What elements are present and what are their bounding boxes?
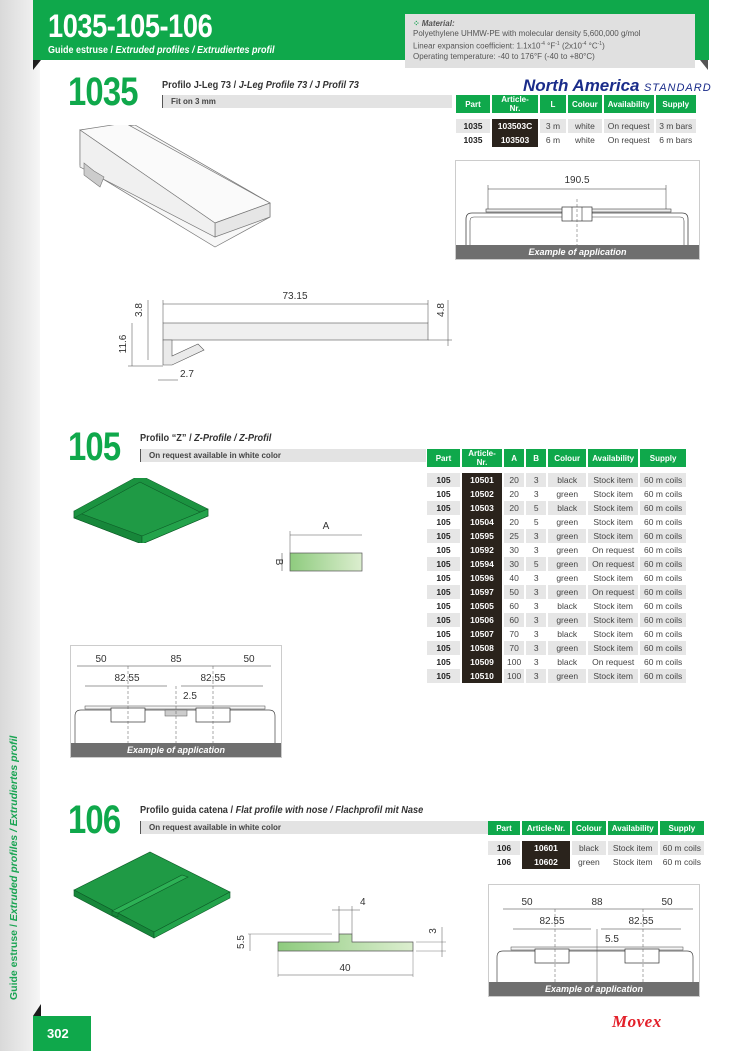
col-availability: Availability	[588, 449, 638, 467]
cell-supply: 60 m coils	[640, 501, 686, 515]
sidebar-text-plain: Guide estruse /	[8, 921, 20, 1000]
dim-2-5: 2.5	[183, 691, 197, 702]
col-colour: Colour	[548, 449, 586, 467]
sidebar-text-italic: Extruded profiles / Extrudiertes profil	[8, 735, 20, 922]
spec-table-106	[486, 821, 706, 869]
cell-availability: Stock item	[588, 641, 638, 655]
cell-supply: 60 m coils	[662, 857, 701, 867]
cell-a: 100	[504, 669, 524, 683]
cell-article-nr: 10503	[462, 501, 502, 515]
cell-colour: white	[574, 135, 595, 145]
expansion-text: °C	[586, 41, 598, 51]
dim-50-left: 50	[95, 654, 107, 665]
dim-82-55-right: 82.55	[628, 916, 654, 927]
section-number-1035: 1035	[68, 70, 138, 114]
cell-b: 3	[533, 545, 539, 555]
table-row	[427, 501, 686, 515]
cell-b: 3	[526, 641, 546, 655]
dim-88: 88	[591, 897, 603, 908]
cell-a: 30	[504, 557, 524, 571]
cell-colour: green	[578, 857, 600, 867]
dim-a: A	[322, 521, 330, 532]
col-colour: Colour	[572, 821, 606, 835]
table-row	[488, 855, 704, 869]
cell-b: 3	[533, 629, 539, 639]
cell-part: 1035	[463, 135, 483, 145]
exp: -1	[555, 41, 560, 47]
expansion-text: °F	[544, 41, 556, 51]
table-row	[427, 669, 686, 683]
cell-availability: On request	[592, 545, 635, 555]
region-name: North America	[523, 76, 640, 95]
expansion-text: )	[602, 41, 605, 51]
table-row	[427, 641, 686, 655]
table-row	[456, 119, 696, 133]
section-number-105: 105	[68, 425, 121, 469]
cell-a: 20	[504, 501, 524, 515]
cell-colour: black	[548, 473, 586, 487]
profile-section	[290, 553, 362, 571]
cell-colour: green	[548, 669, 586, 683]
table-row	[427, 599, 686, 613]
page-subtitle-plain: Guide estruse /	[48, 45, 116, 56]
dim-2-7: 2.7	[180, 369, 194, 380]
cell-b: 3	[533, 657, 539, 667]
table-row	[427, 487, 686, 501]
page-number: 302	[33, 1016, 91, 1051]
title-plain: Profilo guida catena /	[140, 805, 236, 816]
cell-article-nr: 10507	[462, 627, 502, 641]
spec-table-105	[425, 449, 688, 683]
cell-article-nr: 10592	[462, 543, 502, 557]
cell-part: 105	[427, 669, 460, 683]
cell-colour: green	[548, 557, 586, 571]
cell-part: 106	[488, 841, 520, 855]
section-number-106: 106	[68, 798, 121, 842]
cell-article-nr: 10508	[462, 641, 502, 655]
cell-supply: 60 m coils	[640, 613, 686, 627]
cell-colour: green	[556, 489, 579, 499]
cell-article-nr: 10596	[462, 571, 502, 585]
chain-link-left	[111, 708, 145, 722]
cell-article-nr: 10505	[462, 599, 502, 613]
header-fold-left	[33, 60, 41, 70]
dim-82-55-right: 82.55	[200, 673, 226, 684]
cell-b: 3	[526, 473, 546, 487]
profile-leg	[163, 340, 204, 365]
cell-part: 1035	[456, 119, 490, 133]
exp: -1	[597, 41, 603, 47]
cell-supply: 60 m coils	[644, 489, 683, 499]
application-caption-105: Example of application	[71, 743, 281, 757]
table-header-row	[488, 821, 704, 835]
cell-supply: 60 m coils	[644, 629, 683, 639]
cell-availability: Stock item	[608, 841, 658, 855]
cell-part: 105	[427, 641, 460, 655]
table-row	[427, 557, 686, 571]
cell-colour: green	[548, 641, 586, 655]
cell-a: 100	[507, 657, 522, 667]
table-row	[427, 473, 686, 487]
header-fold-right	[700, 60, 708, 70]
cell-part: 105	[436, 573, 451, 583]
section-note-106: On request available in white color	[140, 821, 488, 834]
cell-b: 5	[533, 517, 539, 527]
cell-colour: green	[556, 573, 579, 583]
cell-a: 60	[509, 601, 519, 611]
dim-85: 85	[170, 654, 182, 665]
exp: -4	[581, 41, 587, 47]
col-supply: Supply	[656, 95, 696, 113]
table-row	[427, 627, 686, 641]
dim-82-55-left: 82.55	[114, 673, 140, 684]
cell-b: 5	[526, 557, 546, 571]
cell-a: 70	[504, 641, 524, 655]
cell-part: 106	[496, 857, 512, 867]
table-row	[427, 655, 686, 669]
cell-supply: 60 m coils	[644, 517, 683, 527]
col-article: Article-Nr.	[522, 821, 570, 835]
cell-colour: black	[557, 657, 578, 667]
cell-article-nr: 10601	[522, 841, 570, 855]
cell-availability: Stock item	[593, 517, 633, 527]
application-drawing-105	[71, 646, 283, 745]
col-availability: Availability	[608, 821, 658, 835]
cell-part: 105	[436, 629, 451, 639]
spec-table-1035	[454, 95, 698, 147]
cell-a: 20	[504, 473, 524, 487]
cell-part: 105	[436, 517, 451, 527]
chain-link-right	[625, 949, 659, 963]
page-title: 1035-105-106	[48, 8, 213, 44]
section-note-1035: Fit on 3 mm	[162, 95, 452, 108]
cell-colour: green	[548, 585, 586, 599]
brand-logo: Movex	[612, 1012, 662, 1031]
cell-article-nr: 10595	[462, 529, 502, 543]
cell-supply: 60 m coils	[640, 557, 686, 571]
exp: -4	[540, 41, 545, 47]
cell-a: 70	[509, 629, 519, 639]
cell-availability: On request	[588, 585, 638, 599]
profile-106-3d-illustration	[70, 850, 240, 940]
profile-section	[278, 934, 413, 951]
dim-190-5: 190.5	[564, 175, 590, 186]
cell-b: 3	[526, 613, 546, 627]
cell-availability: Stock item	[588, 613, 638, 627]
table-row	[427, 515, 686, 529]
cell-part: 105	[436, 545, 451, 555]
cell-part: 105	[436, 601, 451, 611]
cell-article-nr: 10509	[462, 655, 502, 669]
cell-part: 105	[427, 473, 460, 487]
cell-a: 25	[504, 529, 524, 543]
cell-colour: black	[548, 501, 586, 515]
cell-part: 105	[427, 585, 460, 599]
expansion-text: (2x10	[559, 41, 582, 51]
dim-50-right: 50	[661, 897, 673, 908]
section-title-105	[140, 433, 271, 444]
material-expansion	[413, 39, 687, 52]
cell-supply: 60 m coils	[644, 545, 683, 555]
cell-availability: Stock item	[593, 573, 633, 583]
profile-106-dimension-drawing	[230, 885, 460, 980]
cell-colour: black	[557, 601, 578, 611]
table-body	[488, 835, 704, 869]
col-supply: Supply	[640, 449, 686, 467]
region-standard: STANDARD	[643, 82, 712, 94]
profile-1035-dimension-drawing	[100, 280, 460, 390]
cell-part: 105	[427, 501, 460, 515]
cell-availability: Stock item	[588, 669, 638, 683]
cell-b: 3	[533, 601, 539, 611]
cell-colour: black	[557, 629, 578, 639]
cell-availability: Stock item	[588, 501, 638, 515]
cell-availability: Stock item	[612, 857, 653, 867]
application-caption-106: Example of application	[489, 982, 699, 996]
col-part: Part	[427, 449, 460, 467]
dim-5-5: 5.5	[605, 934, 619, 945]
cell-availability: On request	[607, 135, 650, 145]
table-row	[427, 613, 686, 627]
page-number-fold	[33, 1004, 41, 1016]
page-subtitle-italic: Extruded profiles / Extrudiertes profil	[115, 45, 275, 56]
table-row	[427, 571, 686, 585]
cell-b: 3	[533, 489, 539, 499]
region-standard-label	[523, 76, 712, 96]
col-length: L	[540, 95, 566, 113]
cell-availability: Stock item	[588, 473, 638, 487]
cell-availability: Stock item	[593, 601, 633, 611]
cell-b: 3	[526, 585, 546, 599]
application-drawing-1035	[456, 161, 701, 247]
section-title-1035	[162, 80, 359, 91]
col-part: Part	[488, 821, 520, 835]
cell-article-nr: 10502	[462, 487, 502, 501]
dim-50-right: 50	[243, 654, 255, 665]
application-caption-1035: Example of application	[456, 245, 699, 259]
cell-a: 30	[509, 545, 519, 555]
application-example-1035	[455, 160, 700, 260]
cell-article-nr: 10510	[462, 669, 502, 683]
cell-article-nr: 10504	[462, 515, 502, 529]
material-icon: ⁘	[413, 19, 420, 28]
cell-l: 3 m	[540, 119, 566, 133]
cell-availability: Stock item	[593, 489, 633, 499]
plate-top	[74, 482, 208, 543]
cell-supply: 60 m coils	[640, 473, 686, 487]
cell-b: 5	[526, 501, 546, 515]
table-row	[427, 543, 686, 557]
section-title-106	[140, 805, 423, 816]
dim-4-8: 4.8	[436, 303, 447, 317]
application-example-105	[70, 645, 282, 758]
cell-article-nr: 10602	[522, 855, 570, 869]
title-plain: Profilo “Z” /	[140, 433, 195, 444]
cell-availability: On request	[592, 657, 635, 667]
cell-a: 20	[509, 517, 519, 527]
dim-82-55-left: 82.55	[539, 916, 565, 927]
profile-105-dimension-drawing	[270, 515, 370, 580]
cell-availability: On request	[588, 557, 638, 571]
dim-11-6: 11.6	[118, 334, 129, 354]
left-margin-strip	[0, 0, 40, 1051]
application-example-106	[488, 884, 700, 997]
col-availability: Availability	[604, 95, 654, 113]
cell-colour: black	[572, 841, 606, 855]
cell-part: 105	[436, 657, 451, 667]
frame-outline	[497, 951, 693, 984]
material-density: Polyethylene UHMW-PE with molecular density 5,600,000 g/mol	[413, 29, 641, 38]
cell-availability: Stock item	[588, 529, 638, 543]
title-italic: Flat profile with nose / Flachprofil mit Nase	[235, 805, 424, 816]
cell-part: 105	[427, 613, 460, 627]
cell-supply: 60 m coils	[644, 601, 683, 611]
cell-l: 6 m	[545, 135, 561, 145]
title-italic: J-Leg Profile 73 / J Profil 73	[238, 80, 359, 91]
table-body	[456, 113, 696, 147]
cell-supply: 60 m coils	[644, 573, 683, 583]
dim-4: 4	[360, 897, 366, 908]
dim-b: B	[273, 558, 284, 566]
cell-b: 3	[533, 573, 539, 583]
cell-part: 105	[427, 529, 460, 543]
cell-a: 50	[504, 585, 524, 599]
cell-part: 105	[436, 489, 451, 499]
col-part: Part	[456, 95, 490, 113]
cell-article-nr: 10594	[462, 557, 502, 571]
cell-supply: 6 m bars	[659, 135, 693, 145]
cell-supply: 60 m coils	[640, 529, 686, 543]
table-header-row	[456, 95, 696, 113]
profile-1035-3d-illustration	[70, 125, 280, 250]
cell-availability: Stock item	[593, 629, 633, 639]
cell-colour: white	[568, 119, 602, 133]
cell-availability: On request	[604, 119, 654, 133]
cell-supply: 3 m bars	[656, 119, 696, 133]
cell-supply: 60 m coils	[660, 841, 704, 855]
col-a: A	[504, 449, 524, 467]
chain-link-right	[196, 708, 230, 722]
col-article: Article-Nr.	[462, 449, 502, 467]
dim-3: 3	[428, 928, 439, 934]
chain-link-left	[535, 949, 569, 963]
cell-colour: green	[556, 545, 579, 555]
col-article: Article-Nr.	[492, 95, 538, 113]
dim-73-15: 73.15	[282, 291, 308, 302]
cell-b: 3	[526, 669, 546, 683]
dim-5-5: 5.5	[236, 935, 247, 949]
cell-article-nr: 103503C	[492, 119, 538, 133]
cell-part: 105	[427, 557, 460, 571]
col-colour: Colour	[568, 95, 602, 113]
cell-colour: green	[548, 529, 586, 543]
cell-b: 3	[526, 529, 546, 543]
section-note-105: On request available in white color	[140, 449, 426, 462]
title-plain: Profilo J-Leg 73 /	[162, 80, 239, 91]
cell-a: 20	[509, 489, 519, 499]
profile-section	[163, 323, 428, 340]
table-body	[427, 467, 686, 683]
cell-supply: 60 m coils	[644, 657, 683, 667]
cell-supply: 60 m coils	[640, 585, 686, 599]
table-row	[427, 529, 686, 543]
cell-supply: 60 m coils	[640, 669, 686, 683]
col-b: B	[526, 449, 546, 467]
cell-colour: green	[556, 517, 579, 527]
cell-a: 60	[504, 613, 524, 627]
application-drawing-106	[489, 885, 701, 984]
col-supply: Supply	[660, 821, 704, 835]
sidebar-category-label	[8, 735, 20, 1000]
cell-a: 40	[509, 573, 519, 583]
page-subtitle	[48, 45, 275, 56]
cell-colour: green	[548, 613, 586, 627]
material-heading-row	[413, 19, 687, 29]
title-italic: Z-Profile / Z-Profil	[194, 433, 272, 444]
cell-article-nr: 10597	[462, 585, 502, 599]
expansion-text: Linear expansion coefficient: 1.1x10	[413, 41, 541, 51]
cell-article-nr: 10506	[462, 613, 502, 627]
profile-105-3d-illustration	[70, 478, 210, 543]
table-header-row	[427, 449, 686, 467]
table-row	[456, 133, 696, 147]
material-heading: Material:	[421, 19, 455, 28]
dim-50-left: 50	[521, 897, 533, 908]
dim-40: 40	[339, 963, 351, 974]
dim-3-8: 3.8	[134, 303, 145, 317]
cell-article-nr: 10501	[462, 473, 502, 487]
cell-article-nr: 103503	[492, 133, 538, 147]
table-row	[488, 841, 704, 855]
material-info-box	[405, 14, 695, 68]
material-temperature: Operating temperature: -40 to 176°F (-40 to +80°C)	[413, 51, 595, 61]
table-row	[427, 585, 686, 599]
cell-supply: 60 m coils	[640, 641, 686, 655]
